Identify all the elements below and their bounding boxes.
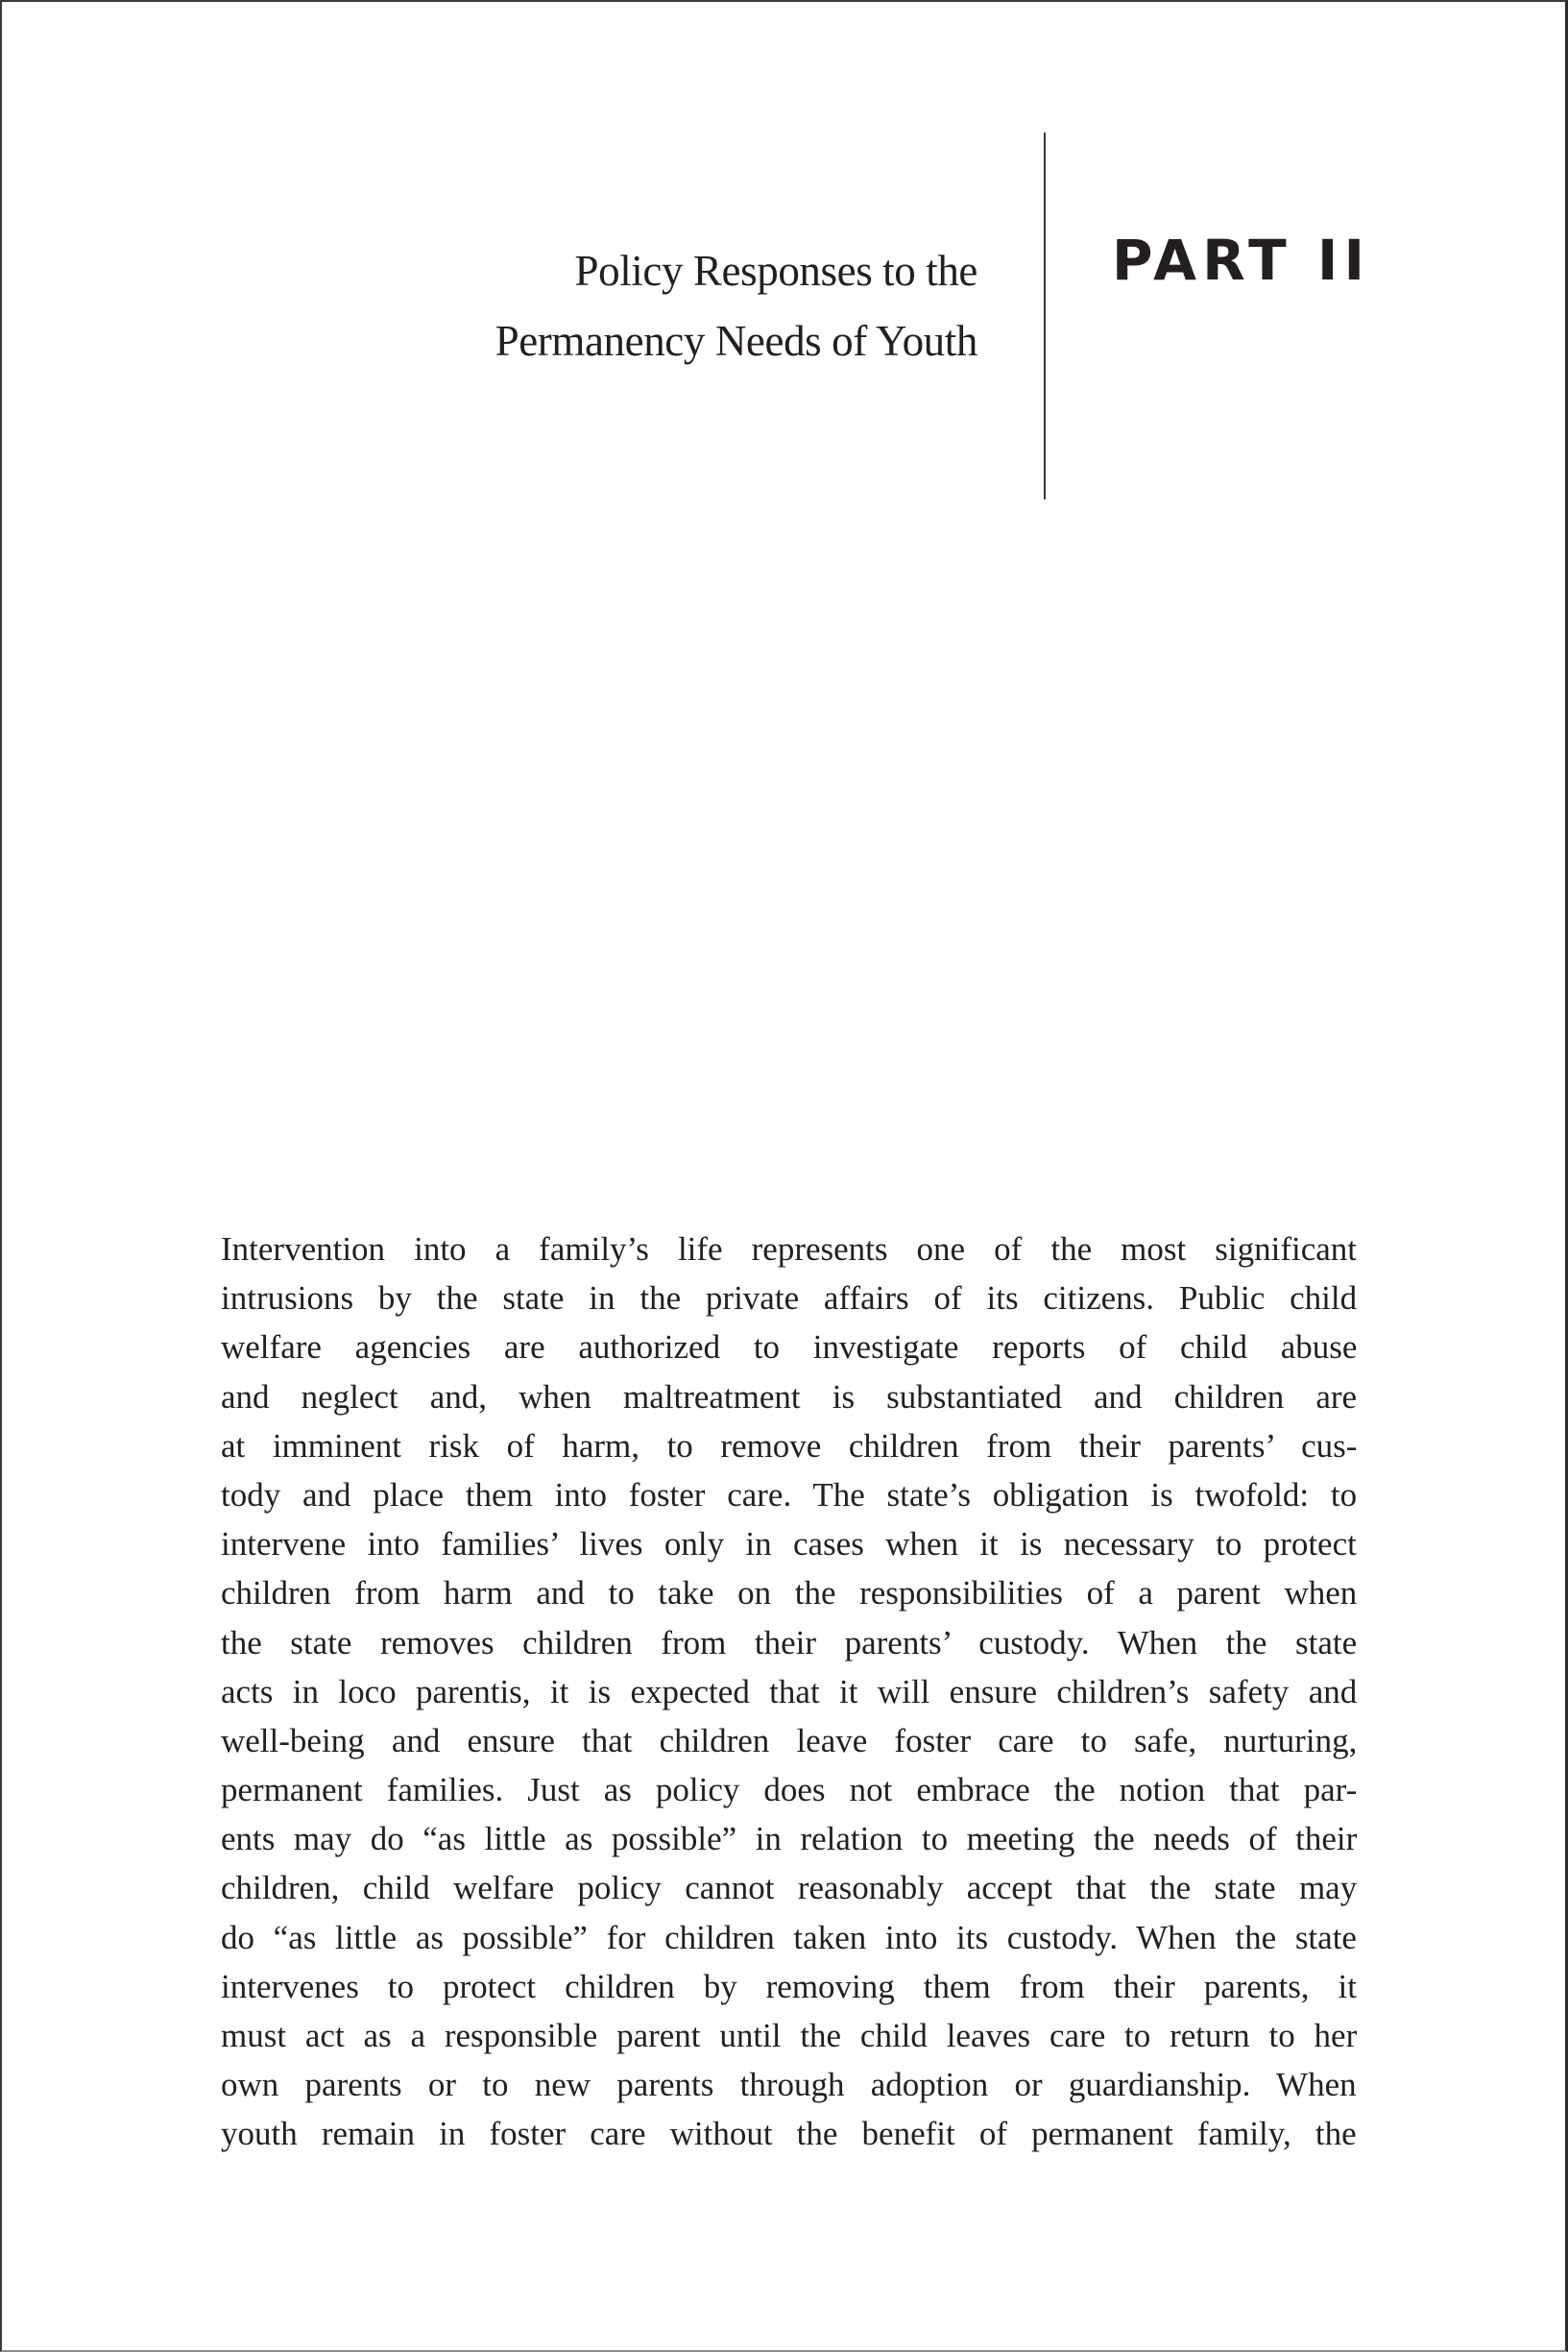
text-line: ents may do “as little as possible” in relation to meeting the needs of their xyxy=(221,1820,1358,1858)
text-line: must act as a responsible parent until the child leaves care to return to her xyxy=(221,2017,1358,2054)
text-line: Intervention into a family’s life represents one of the most significant xyxy=(221,1230,1358,1268)
part-title xyxy=(305,236,977,376)
text-line: at imminent risk of harm, to remove children from their parents’ cus- xyxy=(221,1426,1358,1465)
part-title-line: Policy Responses to the xyxy=(574,247,977,295)
text-line: and neglect and, when maltreatment is substantiated and children are xyxy=(221,1377,1358,1416)
text-line: welfare agencies are authorized to investigate reports of child abuse xyxy=(221,1328,1358,1367)
text-line: children, child welfare policy cannot reasonably accept that the state may xyxy=(221,1869,1358,1907)
text-line: do “as little as possible” for children taken into its custody. When the state xyxy=(221,1918,1357,1956)
part-title-line: Permanency Needs of Youth xyxy=(495,317,977,365)
text-line: well-being and ensure that children leave foster care to safe, nurturing, xyxy=(221,1721,1358,1759)
text-line: own parents or to new parents through adoption or guardianship. When xyxy=(221,2066,1357,2104)
vertical-divider xyxy=(1044,133,1046,499)
text-line: permanent families. Just as policy does not embrace the notion that par- xyxy=(221,1771,1358,1809)
text-line: intervenes to protect children by removing them from their parents, it xyxy=(221,1967,1357,2005)
part-label: PART II xyxy=(1112,228,1371,293)
text-line: acts in loco parentis, it is expected that it will ensure children’s safety and xyxy=(221,1672,1358,1710)
body-paragraph xyxy=(221,1224,1357,2159)
text-line: youth remain in foster care without the benefit of permanent family, the xyxy=(221,2115,1357,2153)
text-line: tody and place them into foster care. The state’s obligation is twofold: to xyxy=(221,1475,1358,1514)
text-line: the state removes children from their parents’ custody. When the state xyxy=(221,1623,1358,1661)
text-line: intervene into families’ lives only in cases when it is necessary to protect xyxy=(221,1525,1357,1564)
text-line: intrusions by the state in the private affairs of its citizens. Public child xyxy=(221,1279,1358,1318)
text-line: children from harm and to take on the responsibilities of a parent when xyxy=(221,1574,1358,1612)
